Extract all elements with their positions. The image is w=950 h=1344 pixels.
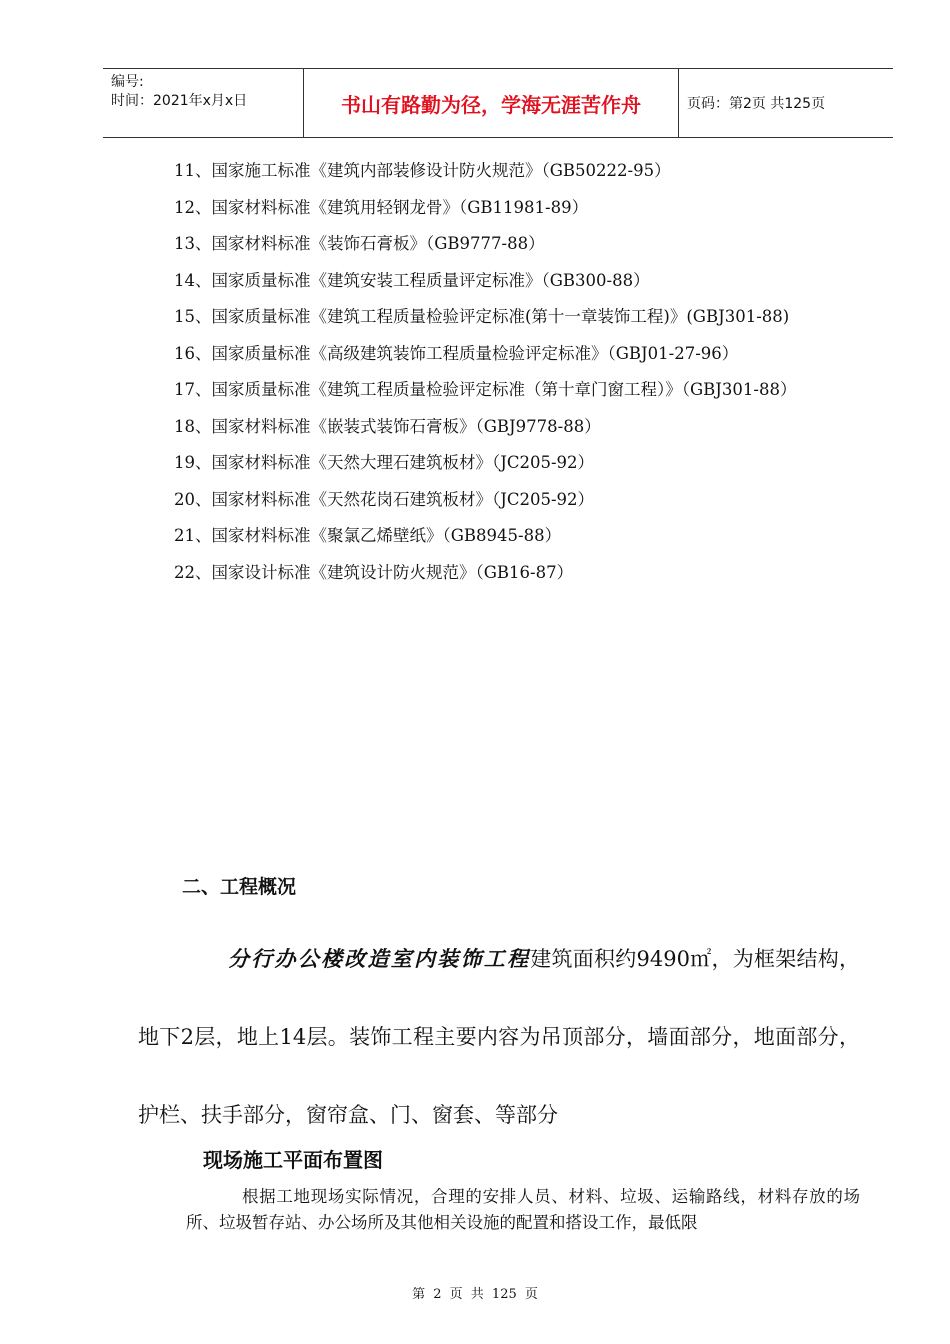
reference-item: 15、国家质量标准《建筑工程质量检验评定标准(第十一章装饰工程)》(GBJ301-88) [174, 307, 790, 326]
project-name: 分行办公楼改造室内装饰工程 [228, 946, 531, 971]
header-motto: 书山有路勤为径，学海无涯苦作舟 [341, 92, 641, 117]
reference-item: 13、国家材料标准《装饰石膏板》（GB9777-88） [174, 234, 545, 253]
overview-body: 建筑面积约9490㎡，为框架结构，地下2层，地上14层。装饰工程主要内容为吊顶部分，墙面部分，地面部分，护栏、扶手部分，窗帘盒、门、窗套、等部分 [138, 947, 860, 1127]
reference-item: 22、国家设计标准《建筑设计防火规范》（GB16-87） [174, 562, 574, 582]
header-divider [678, 69, 679, 137]
date-label: 时间：2021年x月x日 [111, 93, 248, 109]
header-meta [111, 73, 303, 111]
section-title-overview: 二、工程概况 [182, 876, 297, 898]
reference-item: 12、国家材料标准《建筑用轻钢龙骨》（GB11981-89） [174, 197, 589, 217]
reference-item: 18、国家材料标准《嵌装式装饰石膏板》（GBJ9778-88） [174, 416, 601, 436]
reference-item: 20、国家材料标准《天然花岗石建筑板材》（JC205-92） [174, 489, 595, 509]
reference-item: 16、国家质量标准《高级建筑装饰工程质量检验评定标准》（GBJ01-27-96） [174, 343, 739, 363]
page-header [103, 68, 893, 138]
reference-item: 21、国家材料标准《聚氯乙烯壁纸》（GB8945-88） [174, 526, 562, 545]
reference-list [138, 158, 863, 596]
reference-item: 19、国家材料标准《天然大理石建筑板材》（JC205-92） [174, 453, 595, 472]
reference-item: 11、国家施工标准《建筑内部装修设计防火规范》（GB50222-95） [174, 161, 671, 180]
overview-paragraph [138, 920, 860, 1154]
site-layout-paragraph: 根据工地现场实际情况，合理的安排人员、材料、垃圾、运输路线，材料存放的场所、垃圾暂存站、办公场所及其他相关设施的配置和搭设工作，最低限 [186, 1187, 860, 1232]
header-page-info: 页码：第2页 共125页 [687, 96, 826, 112]
reference-item: 14、国家质量标准《建筑安装工程质量评定标准》（GB300-88） [174, 270, 650, 290]
page-footer: 第 2 页 共 125 页 [412, 1287, 538, 1302]
section-title-site-layout: 现场施工平面布置图 [203, 1148, 383, 1172]
reference-item: 17、国家质量标准《建筑工程质量检验评定标准（第十章门窗工程）》（GBJ301-88） [174, 380, 797, 399]
serial-label: 编号: [111, 74, 144, 90]
